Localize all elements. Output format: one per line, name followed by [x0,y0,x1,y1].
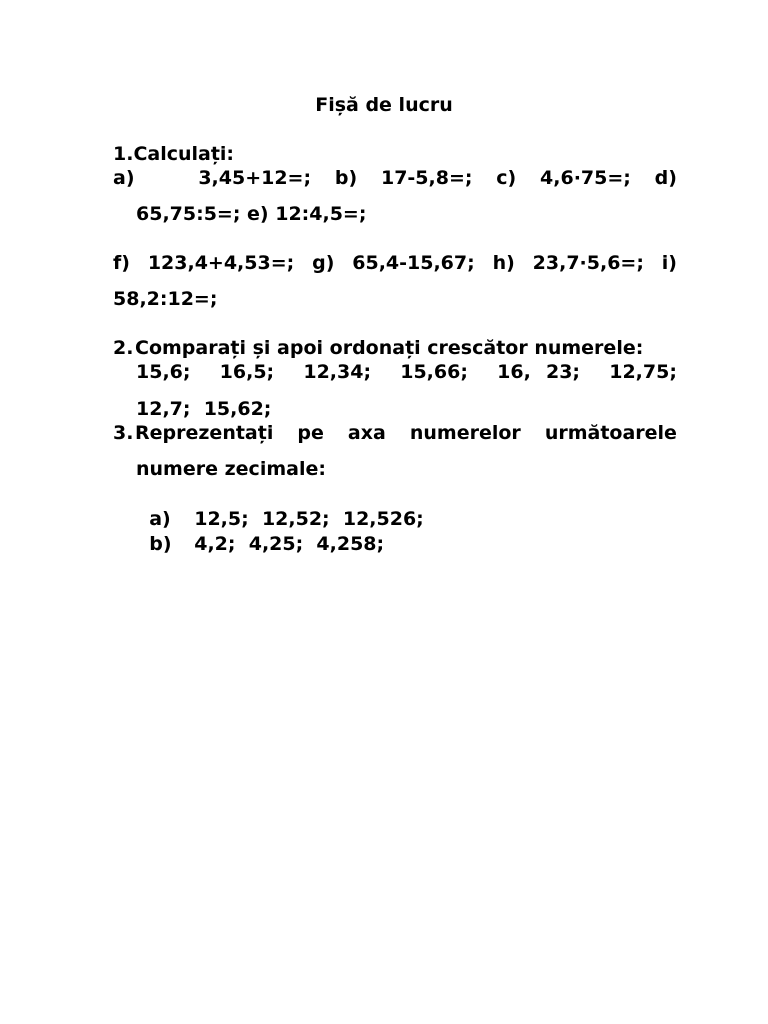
item-label: g) [312,252,335,274]
item-label: h) [492,252,515,274]
item-label: b) [149,533,172,555]
word: axa [347,422,386,444]
item-label: a) [149,508,171,530]
item-label: d) [654,167,677,189]
number-value: 15,6; [136,361,191,383]
expression: 123,4+4,53=; [147,252,295,274]
number-value: 16, [497,361,531,383]
number-value: 23; [545,361,581,383]
exercise-1-heading: 1.Calculați: [113,143,235,165]
expression: 3,45+12=; [198,167,312,189]
exercise-1-row-1 [113,165,677,191]
word: Reprezentați [135,422,274,444]
exercise-1-row-2-continued: 58,2:12=; [113,288,218,310]
item-label: c) [496,167,517,189]
item-label: f) [113,252,130,274]
number-list: 12,5; 12,52; 12,526; [194,508,424,530]
item-label: i) [661,252,677,274]
item-label: b) [334,167,358,189]
exercise-2-values [136,359,677,385]
number-list: 4,2; 4,25; 4,258; [194,533,385,555]
exercise-number: 2. [113,337,134,359]
exercise-3-item-b [136,505,700,555]
exercise-1-row-1-continued: 65,75:5=; e) 12:4,5=; [136,203,367,225]
exercise-2-values-continued: 12,7; 15,62; [136,398,272,420]
exercise-3-heading [113,420,677,446]
expression: 65,4-15,67; [352,252,475,274]
page-title: Fișă de lucru [315,94,453,116]
exercise-text: Comparați și apoi ordonați crescător numerele: [135,337,644,359]
number-value: 15,66; [400,361,468,383]
exercise-3-line-2: numere zecimale: [136,458,326,480]
number-value: 12,34; [303,361,372,383]
number-value: 12,75; [609,361,677,383]
item-label: a) [113,167,135,189]
word: numerelor [409,422,521,444]
word: pe [297,422,324,444]
expression: 17-5,8=; [380,167,473,189]
number-value: 16,5; [219,361,275,383]
expression: 4,6·75=; [540,167,631,189]
exercise-3-item-a [136,480,700,530]
exercise-first [113,420,273,446]
word: următoarele [544,422,677,444]
exercise-2-heading [113,335,677,361]
expression: 23,7·5,6=; [532,252,644,274]
exercise-number: 3. [113,422,134,444]
exercise-1-row-2 [113,250,677,276]
